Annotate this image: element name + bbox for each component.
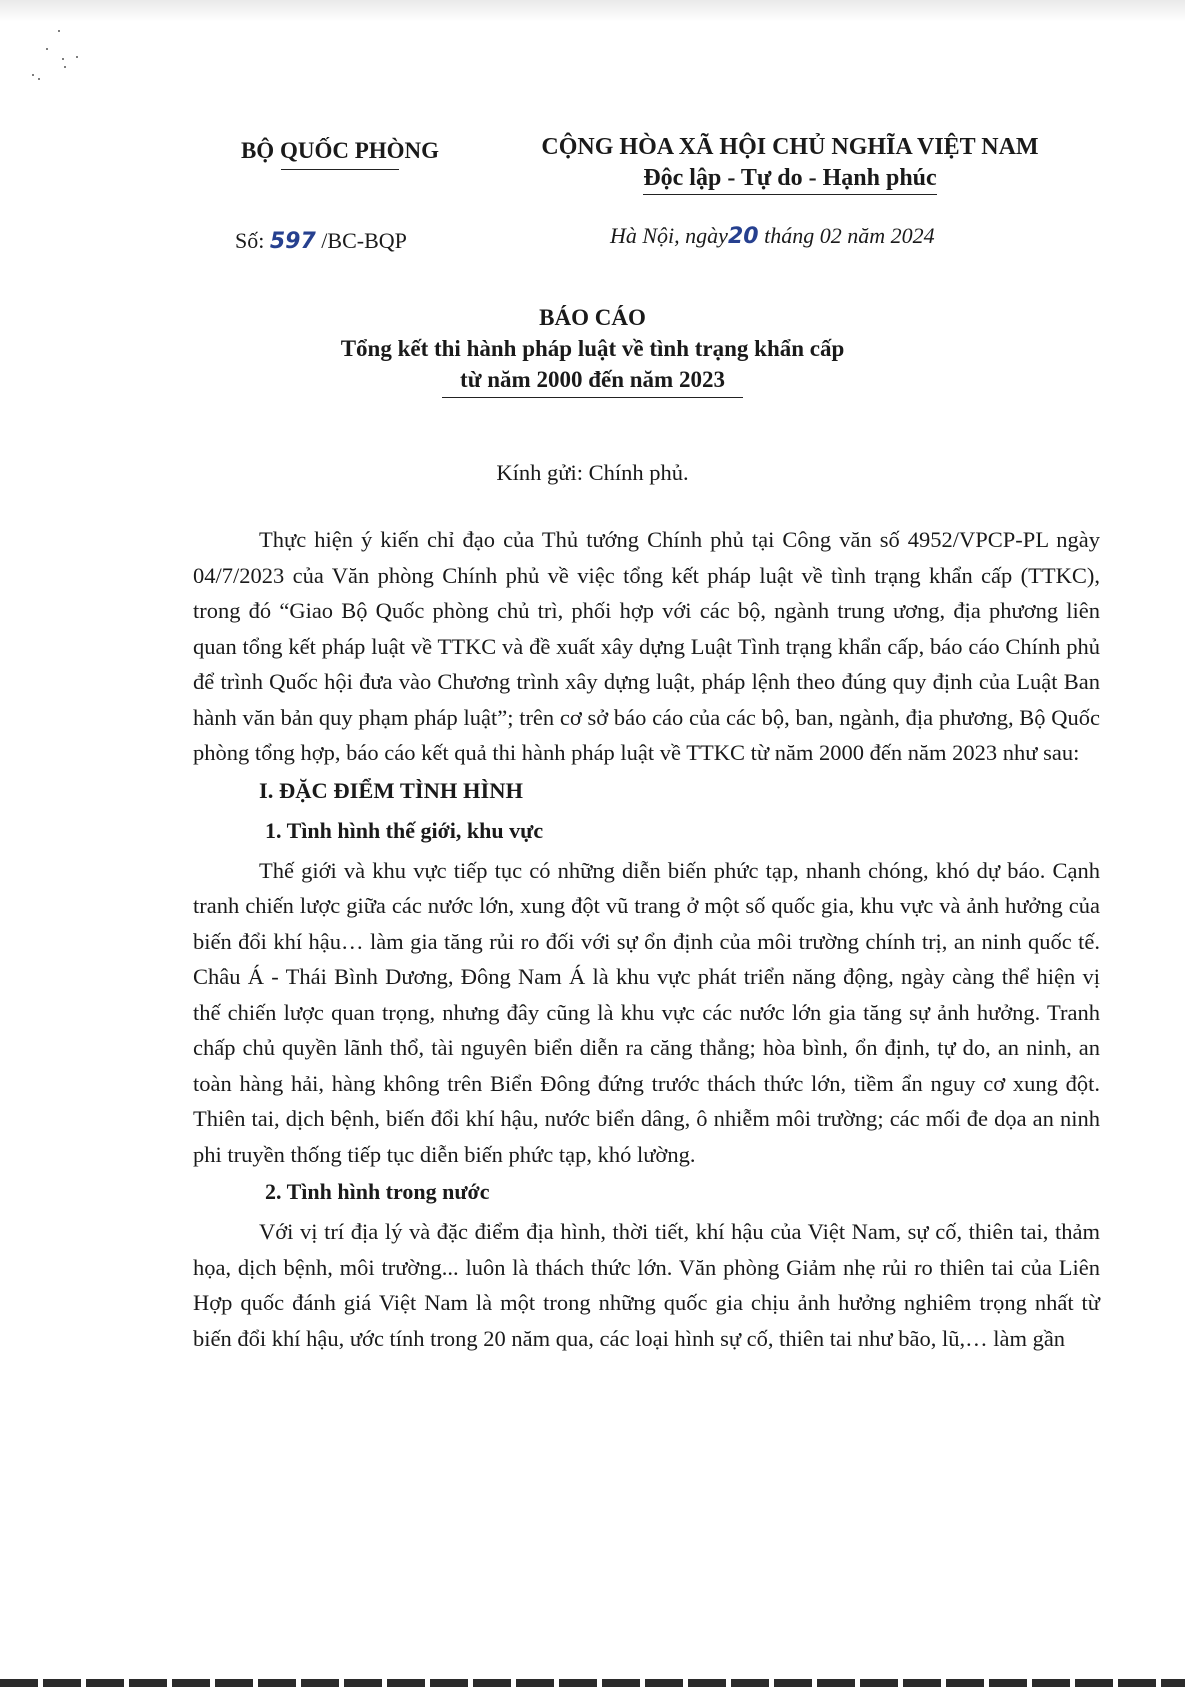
scan-bottom-edge [0, 1679, 1185, 1687]
document-date [610, 223, 935, 249]
title-line-2: Tổng kết thi hành pháp luật về tình trạng khẩn cấp [340, 336, 845, 361]
report-title [0, 302, 1185, 398]
subsection-1-heading: 1. Tình hình thế giới, khu vực [265, 817, 544, 843]
subsection-1-paragraph: Thế giới và khu vực tiếp tục có những diễn biến phức tạp, nhanh chóng, khó dự báo. Cạnh tranh chiến lược giữa các nước lớn, xung đột vũ trang ở một số quốc gia, khu vực và ảnh hưởng của biến đổi khí hậu… làm gia tăng rủi ro đối với sự ổn định của môi trường chính trị, an ninh quốc tế. Châu Á - Thái Bình Dương, Đông Nam Á là khu vực phát triển năng động, ngày càng thể hiện vị thế chiến lược quan trọng, nhưng đây cũng là khu vực các nước lớn gia tăng sự ảnh hưởng. Tranh chấp chủ quyền lãnh thổ, tài nguyên biển diễn ra căng thẳng; hòa bình, ổn định, tự do, an ninh, an toàn hàng hải, hàng không trên Biển Đông đứng trước thách thức lớn, tiềm ẩn nguy cơ xung đột. Thiên tai, dịch bệnh, biến đổi khí hậu, nước biển dâng, ô nhiễm môi trường; các mối đe dọa an ninh phi truyền thống tiếp tục diễn biến phức tạp, khó lường. [193, 857, 1100, 1167]
scan-shadow [0, 0, 1185, 22]
addressee: Kính gửi: Chính phủ. [496, 460, 689, 485]
doc-number-handwritten: 597 [269, 229, 316, 254]
scan-specks [28, 30, 98, 90]
national-header [490, 134, 1090, 195]
doc-number-prefix: Số: [235, 228, 265, 253]
date-day-handwritten: 20 [727, 224, 759, 249]
ministry-name: BỘ QUỐC PHÒNG [240, 138, 440, 163]
issuing-agency [180, 138, 500, 170]
section-1-heading: I. ĐẶC ĐIỂM TÌNH HÌNH [259, 777, 523, 803]
doc-number-suffix: /BC-BQP [321, 228, 407, 253]
subsection-2-paragraph: Với vị trí địa lý và đặc điểm địa hình, thời tiết, khí hậu của Việt Nam, sự cố, thiên tai, thảm họa, dịch bệnh, môi trường... luôn là thách thức lớn. Văn phòng Giảm nhẹ rủi ro thiên tai của Liên Hợp quốc đánh giá Việt Nam là một trong những quốc gia chịu ảnh hưởng nghiêm trọng nhất từ biến đổi khí hậu, ước tính trong 20 năm qua, các loại hình sự cố, thiên tai như bão, lũ,… làm gần [193, 1219, 1100, 1351]
date-suffix: tháng 02 năm 2024 [764, 223, 935, 248]
ministry-underline [281, 169, 399, 170]
country-name: CỘNG HÒA XÃ HỘI CHỦ NGHĨA VIỆT NAM [541, 134, 1039, 160]
intro-paragraph: Thực hiện ý kiến chỉ đạo của Thủ tướng Chính phủ tại Công văn số 4952/VPCP-PL ngày 04/7/2023 của Văn phòng Chính phủ về việc tổng kết pháp luật về tình trạng khẩn cấp (TTKC), trong đó “Giao Bộ Quốc phòng chủ trì, phối hợp với các bộ, ngành trung ương, địa phương liên quan tổng kết pháp luật về TTKC và đề xuất xây dựng Luật Tình trạng khẩn cấp, báo cáo Chính phủ để trình Quốc hội đưa vào Chương trình xây dựng luật, pháp lệnh theo đúng quy định của Luật Ban hành văn bản quy phạm pháp luật”; trên cơ sở báo cáo của các bộ, ban, ngành, địa phương, Bộ Quốc phòng tổng hợp, báo cáo kết quả thi hành pháp luật về TTKC từ năm 2000 đến năm 2023 như sau: [193, 527, 1100, 765]
report-body [193, 522, 1100, 1356]
document-number [235, 228, 407, 254]
date-prefix: Hà Nội, ngày [610, 223, 728, 248]
subsection-2-heading: 2. Tình hình trong nước [265, 1179, 490, 1204]
title-line-3: từ năm 2000 đến năm 2023 [442, 364, 743, 398]
national-motto: Độc lập - Tự do - Hạnh phúc [643, 165, 936, 195]
title-line-1: BÁO CÁO [539, 305, 646, 330]
